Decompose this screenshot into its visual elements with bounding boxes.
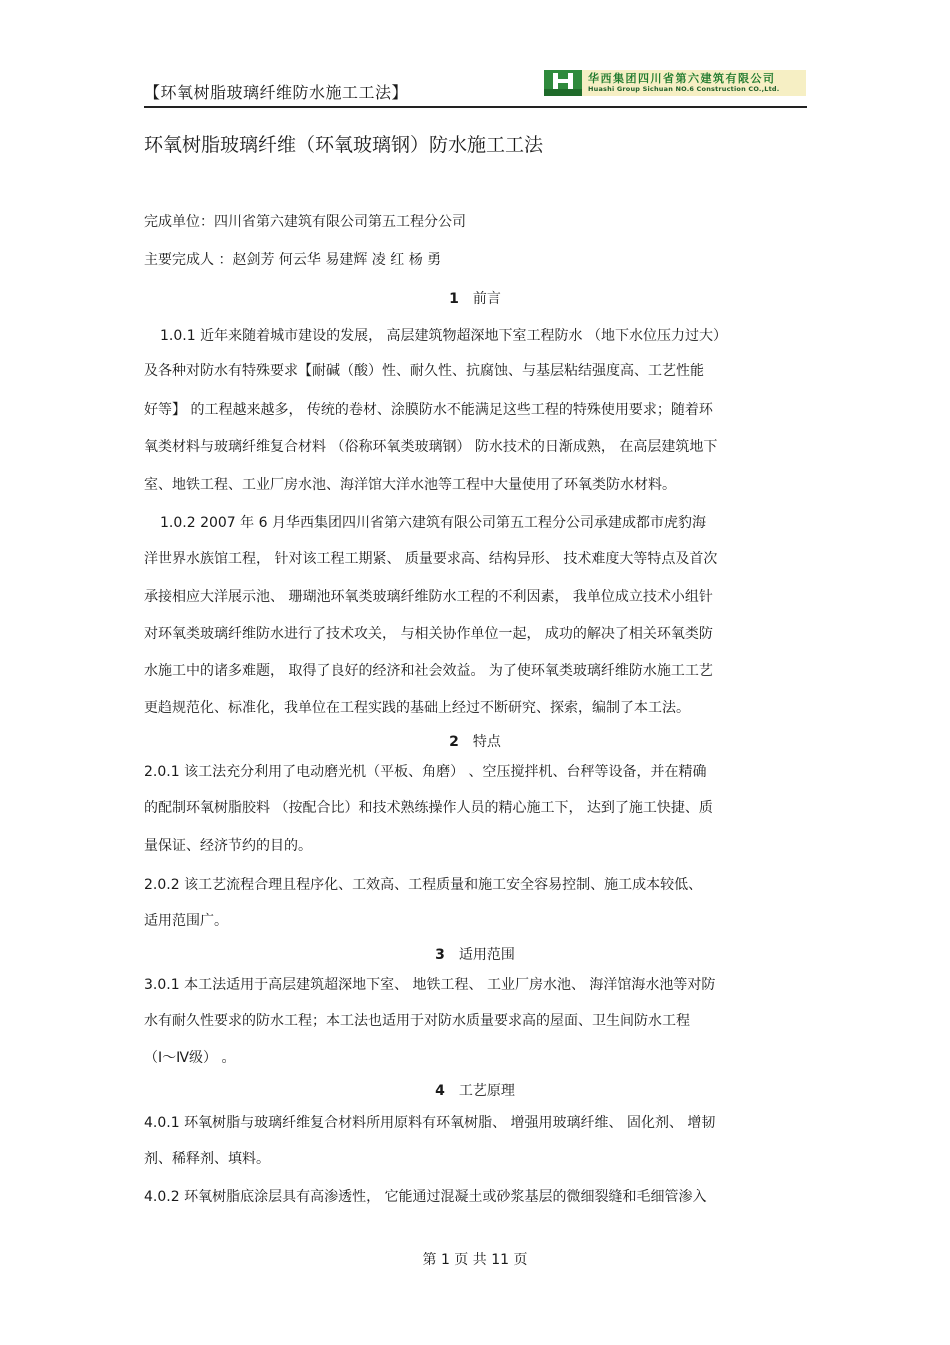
header-divider (144, 106, 807, 108)
paragraph-line: 量保证、经济节约的目的。 (144, 838, 312, 854)
logo-text (582, 70, 806, 96)
paragraph-line: （Ⅰ～Ⅳ级） 。 (144, 1050, 236, 1066)
section-number: 3 (435, 947, 445, 963)
section-title: 特点 (472, 734, 501, 750)
paragraph-line: 承接相应大洋展示池、 珊瑚池环氧类玻璃纤维防水工程的不利因素， 我单位成立技术小组针 (144, 589, 713, 605)
paragraph-line: 水有耐久性要求的防水工程；本工法也适用于对防水质量要求高的屋面、卫生间防水工程 (144, 1013, 690, 1029)
document-title: 环氧树脂玻璃纤维（环氧玻璃钢）防水施工工法 (144, 134, 544, 156)
section-title: 工艺原理 (458, 1083, 515, 1099)
section-heading (0, 1081, 950, 1101)
paragraph-line: 好等】 的工程越来越多， 传统的卷材、涂膜防水不能满足这些工程的特殊使用要求；随着环 (144, 402, 713, 418)
logo-mark-icon (544, 70, 582, 96)
completion-unit: 完成单位：四川省第六建筑有限公司第五工程分公司 (144, 214, 466, 230)
section-number: 2 (449, 734, 459, 750)
section-heading (0, 945, 950, 965)
paragraph-line: 适用范围广。 (144, 913, 228, 929)
paragraph-line: 2.0.1 该工法充分利用了电动磨光机（平板、角磨） 、空压搅拌机、台秤等设备，并在精确 (144, 764, 707, 780)
section-number: 1 (449, 291, 459, 307)
logo-company-cn: 华西集团四川省第六建筑有限公司 (588, 72, 776, 85)
paragraph-line: 及各种对防水有特殊要求【耐碱（酸）性、耐久性、抗腐蚀、与基层粘结强度高、工艺性能 (144, 363, 704, 379)
header-title: 【环氧树脂玻璃纤维防水施工工法】 (144, 83, 409, 102)
paragraph-line: 对环氧类玻璃纤维防水进行了技术攻关， 与相关协作单位一起， 成功的解决了相关环氧类防 (144, 626, 713, 642)
section-heading (0, 289, 950, 309)
paragraph-line: 水施工中的诸多难题， 取得了良好的经济和社会效益。 为了使环氧类玻璃纤维防水施工工艺 (144, 663, 713, 679)
company-logo (544, 70, 806, 96)
paragraph-line: 4.0.2 环氧树脂底涂层具有高渗透性， 它能通过混凝土或砂浆基层的微细裂缝和毛细管渗入 (144, 1189, 707, 1205)
main-authors: 主要完成人 ：赵剑芳 何云华 易建辉 凌 红 杨 勇 (144, 252, 442, 268)
section-title: 前言 (472, 291, 501, 307)
paragraph-line: 氧类材料与玻璃纤维复合材料 （俗称环氧类玻璃钢） 防水技术的日渐成熟， 在高层建筑地下 (144, 439, 718, 455)
paragraph-line: 室、地铁工程、工业厂房水池、海洋馆大洋水池等工程中大量使用了环氧类防水材料。 (144, 477, 676, 493)
section-title: 适用范围 (458, 947, 515, 963)
logo-company-en: Huashi Group Sichuan NO.6 Construction CO.,Ltd. (588, 85, 780, 93)
paragraph-line: 1.0.2 2007 年 6 月华西集团四川省第六建筑有限公司第五工程分公司承建成都市虎豹海 (160, 515, 706, 531)
paragraph-line: 剂、稀释剂、填料。 (144, 1151, 270, 1167)
paragraph-line: 更趋规范化、标准化，我单位在工程实践的基础上经过不断研究、探索，编制了本工法。 (144, 700, 690, 716)
section-heading (0, 732, 950, 752)
paragraph-line: 4.0.1 环氧树脂与玻璃纤维复合材料所用原料有环氧树脂、 增强用玻璃纤维、 固化剂、 增韧 (144, 1115, 716, 1131)
page-footer: 第 1 页 共 11 页 (422, 1252, 528, 1268)
paragraph-line: 2.0.2 该工艺流程合理且程序化、工效高、工程质量和施工安全容易控制、施工成本较低、 (144, 877, 703, 893)
paragraph-line: 1.0.1 近年来随着城市建设的发展， 高层建筑物超深地下室工程防水 （地下水位压力过大） (160, 328, 727, 344)
paragraph-line: 3.0.1 本工法适用于高层建筑超深地下室、 地铁工程、 工业厂房水池、 海洋馆海水池等对防 (144, 977, 716, 993)
paragraph-line: 洋世界水族馆工程， 针对该工程工期紧、 质量要求高、结构异形、 技术难度大等特点及首次 (144, 551, 718, 567)
section-number: 4 (435, 1083, 445, 1099)
paragraph-line: 的配制环氧树脂胶料 （按配合比）和技术熟练操作人员的精心施工下， 达到了施工快捷、质 (144, 800, 713, 816)
